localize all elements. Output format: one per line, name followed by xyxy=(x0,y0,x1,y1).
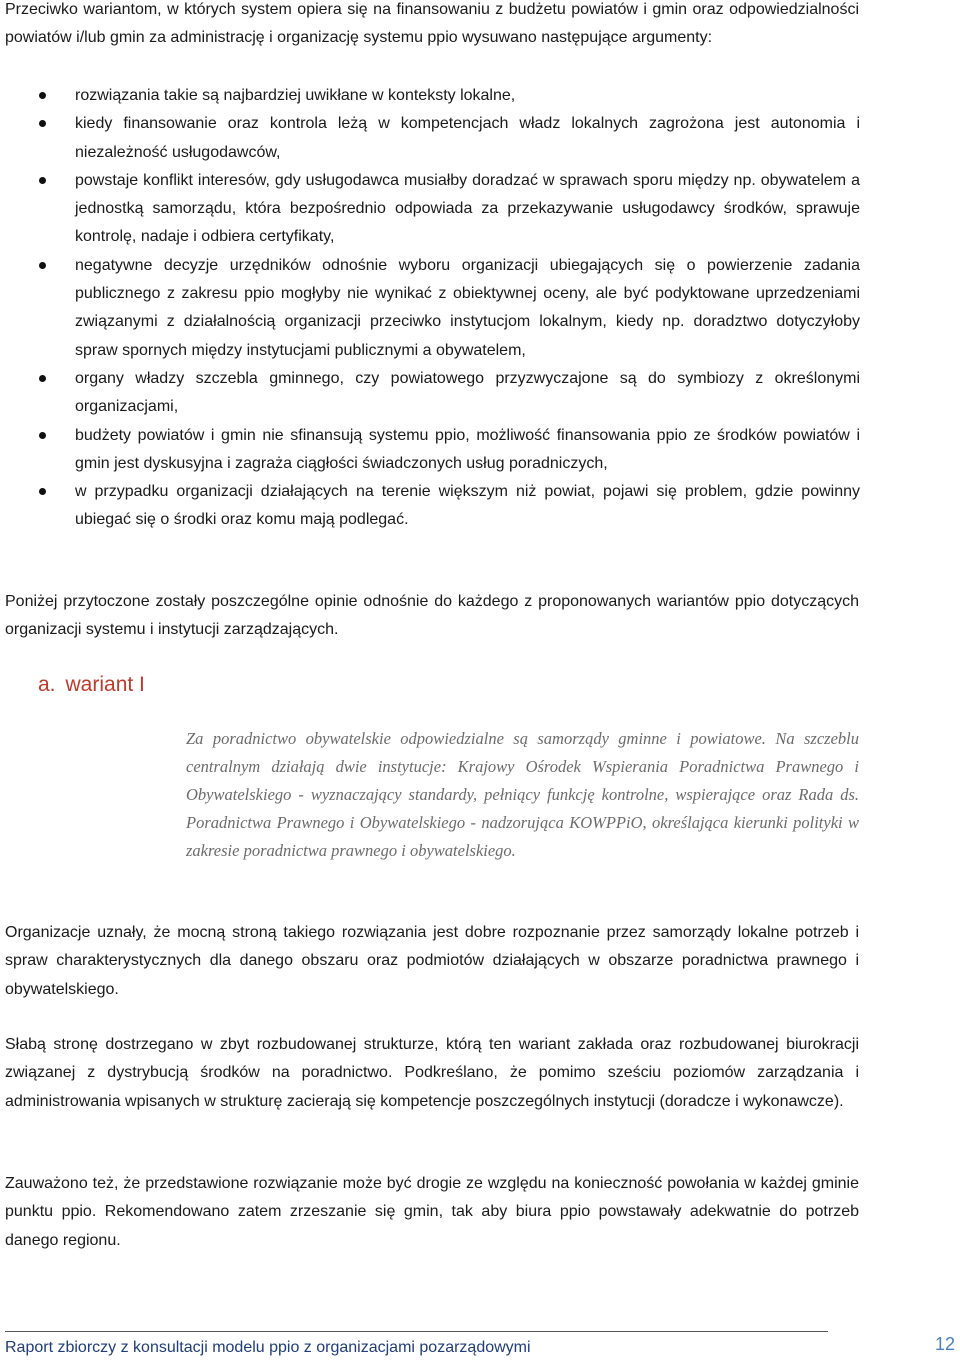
opinions-paragraph: Poniżej przytoczone zostały poszczególne opinie odnośnie do każdego z proponowanych wariantów ppio dotyczących organizacji systemu i instytucji zarządzających. xyxy=(5,593,859,639)
footer-title: Raport zbiorczy z konsultacji modelu ppio z organizacjami pozarządowymi xyxy=(5,1339,531,1356)
page-number: 12 xyxy=(934,1334,955,1354)
list-item: budżety powiatów i gmin nie sfinansują systemu ppio, możliwość finansowania ppio ze środków powiatów i gmin jest dyskusyjna i zagraża ciągłości świadczonych usług poradniczych, xyxy=(0,422,860,479)
section-heading xyxy=(38,670,145,700)
list-item: organy władzy szczebla gminnego, czy powiatowego przyzwyczajone są do symbiozy z określonymi organizacjami, xyxy=(0,365,860,422)
section-letter: a. xyxy=(38,673,56,696)
section-label: wariant I xyxy=(65,673,145,696)
intro-paragraph: Przeciwko wariantom, w których system opiera się na finansowaniu z budżetu powiatów i gmin oraz odpowiedzialności powiatów i/lub gmin za administrację i organizację systemu ppio wysuwano następujące argumenty: xyxy=(5,1,859,47)
arguments-list xyxy=(0,82,860,535)
variant-quote: Za poradnictwo obywatelskie odpowiedzialne są samorządy gminne i powiatowe. Na szczeblu centralnym działają dwie instytucje: Krajowy Ośrodek Wspierania Poradnictwa Prawnego i Obywatelskiego - wyznaczający standardy, pełniący funkcję kontrolne, wspierające oraz Rada ds. Poradnictwa Prawnego i Obywatelskiego - nadzorująca KOWPPiO, określająca kierunki polityki w zakresie poradnictwa prawnego i obywatelskiego. xyxy=(186,729,859,860)
list-item: powstaje konflikt interesów, gdy usługodawca musiałby doradzać w sprawach sporu między np. obywatelem a jednostką samorządu, która bezpośrednio odpowiada za przekazywanie usługodawcy środków, sprawuje kontrolę, nadaje i odbiera certyfikaty, xyxy=(0,167,860,252)
list-item: negatywne decyzje urzędników odnośnie wyboru organizacji ubiegających się o powierzenie zadania publicznego z zakresu ppio mogłyby nie wynikać z obiektywnej oceny, ale być podyktowane uprzedzeniami związanymi z działalnością organizacji przeciwko instytucjom lokalnym, kiedy np. doradztwo dotyczyłoby spraw spornych między instytucjami publicznymi a obywatelem, xyxy=(0,252,860,365)
footer-divider xyxy=(5,1331,828,1332)
weakness-paragraph: Słabą stronę dostrzegano w zbyt rozbudowanej strukturze, którą ten wariant zakłada oraz rozbudowanej biurokracji związanej z dystrybucją środków na poradnictwo. Podkreślano, że pomimo sześciu poziomów zarządzania i administrowania wpisanych w strukturę zacierają się kompetencje poszczególnych instytucji (doradcze i wykonawcze). xyxy=(5,1036,859,1110)
cost-paragraph: Zauważono też, że przedstawione rozwiązanie może być drogie ze względu na konieczność powołania w każdej gminie punktu ppio. Rekomendowano zatem zrzeszanie się gmin, tak aby biura ppio powstawały adekwatnie do potrzeb danego regionu. xyxy=(5,1175,859,1249)
list-item: rozwiązania takie są najbardziej uwikłane w konteksty lokalne, xyxy=(0,82,860,110)
list-item: kiedy finansowanie oraz kontrola leżą w kompetencjach władz lokalnych zagrożona jest autonomia i niezależność usługodawców, xyxy=(0,110,860,167)
strength-paragraph: Organizacje uznały, że mocną stroną takiego rozwiązania jest dobre rozpoznanie przez samorządy lokalne potrzeb i spraw charakterystycznych dla danego obszaru oraz podmiotów działających w obszarze poradnictwa prawnego i obywatelskiego. xyxy=(5,924,859,998)
list-item: w przypadku organizacji działających na terenie większym niż powiat, pojawi się problem, gdzie powinny ubiegać się o środki oraz komu mają podlegać. xyxy=(0,478,860,535)
